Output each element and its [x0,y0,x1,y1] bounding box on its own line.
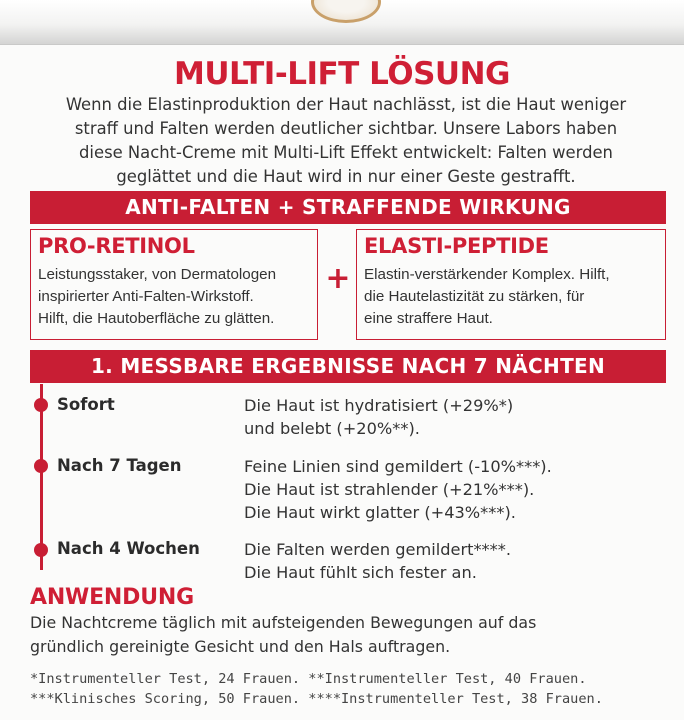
effect-banner: ANTI-FALTEN + STRAFFENDE WIRKUNG [30,191,666,224]
intro-line: diese Nacht-Creme mit Multi-Lift Effekt entwickelt: Falten werden [79,143,613,162]
result-text [244,455,552,524]
result-line: Die Falten werden gemildert****. [244,540,511,559]
ingredient-title: ELASTI-PEPTIDE [364,234,549,258]
ingredient-box-elasti-peptide [356,229,666,340]
ingredient-line: inspirierter Anti-Falten-Wirkstoff. [38,288,254,305]
result-line: Die Haut ist hydratisiert (+29%*) [244,396,514,415]
intro-text [30,93,662,189]
usage-text [30,611,670,659]
result-line: und belebt (+20%**). [244,419,420,438]
ingredient-title: PRO-RETINOL [38,234,195,258]
ingredient-line: Elastin-verstärkender Komplex. Hilft, [364,266,610,283]
ingredient-line: Leistungsstaker, von Dermatologen [38,266,277,283]
result-line: Die Haut ist strahlender (+21%***). [244,480,535,499]
result-line: Die Haut wirkt glatter (+43%***). [244,503,516,522]
ingredient-line: Hilft, die Hautoberfläche zu glätten. [38,310,275,327]
timeline-dot-icon [34,398,48,412]
ingredient-line: eine straffere Haut. [364,310,493,327]
result-label: Nach 7 Tagen [57,456,182,475]
ingredient-description [364,264,661,330]
ingredient-line: die Hautelastizität zu stärken, für [364,288,585,305]
package-lid [0,0,684,45]
footnote-line: *Instrumenteller Test, 24 Frauen. **Instrumenteller Test, 40 Frauen. [30,671,587,687]
plus-sign: + [325,261,351,296]
intro-line: straff und Falten werden deutlicher sichtbar. Unsere Labors haben [74,119,618,138]
usage-line: Die Nachtcreme täglich mit aufsteigenden Bewegungen auf das [30,613,537,632]
footnote-line: ***Klinisches Scoring, 50 Frauen. ****Instrumenteller Test, 38 Frauen. [30,691,603,707]
result-text [244,394,513,440]
intro-line: Wenn die Elastinproduktion der Haut nachlässt, ist die Haut weniger [65,95,627,114]
brand-logo-icon [311,0,381,23]
result-line: Die Haut fühlt sich fester an. [244,563,477,582]
usage-line: gründlich gereinigte Gesicht und den Hals auftragen. [30,637,451,656]
page-title: MULTI-LIFT LÖSUNG [174,56,510,92]
ingredient-box-pro-retinol [30,229,318,340]
usage-title: ANWENDUNG [30,585,194,610]
footnotes [30,669,670,709]
result-line: Feine Linien sind gemildert (-10%***). [244,457,552,476]
intro-line: geglättet und die Haut wird in nur einer Geste gestrafft. [116,167,576,186]
result-label: Nach 4 Wochen [57,539,200,558]
result-label: Sofort [57,395,115,414]
ingredient-description [38,264,313,330]
timeline-dot-icon [34,459,48,473]
result-text [244,538,511,584]
results-banner: 1. MESSBARE ERGEBNISSE NACH 7 NÄCHTEN [30,350,666,383]
timeline-dot-icon [34,543,48,557]
